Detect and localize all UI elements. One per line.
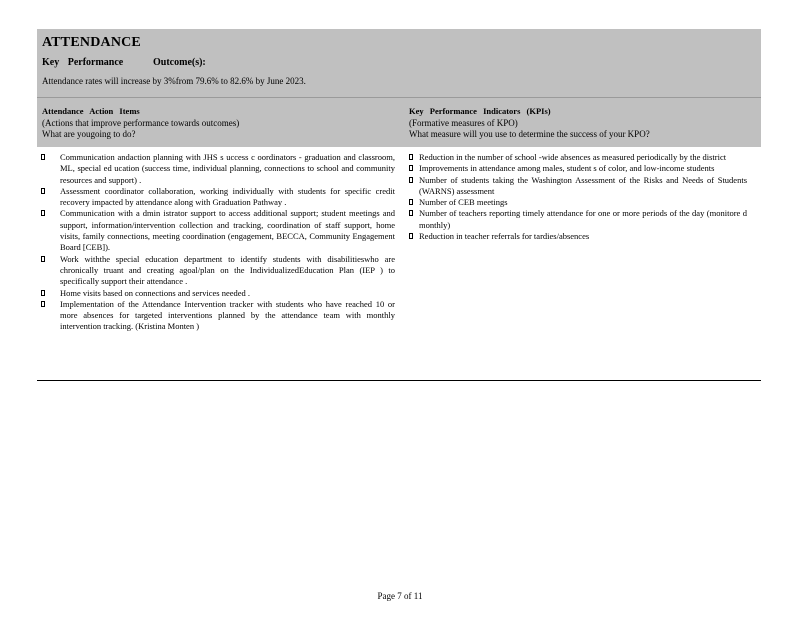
list-item	[401, 231, 747, 242]
list-item-text: Number of teachers reporting timely attendance for one or more periods of the day (monitore d monthly)	[419, 208, 747, 230]
list-item	[401, 197, 747, 208]
action-items-subtitle: (Actions that improve performance towards outcomes)	[42, 118, 240, 128]
list-item	[401, 152, 747, 163]
kpi-subtitle: (Formative measures of KPO)	[409, 118, 518, 128]
action-items-question: What are yougoing to do?	[42, 129, 136, 139]
bullet-icon	[41, 256, 45, 262]
bullet-icon	[41, 290, 45, 296]
list-item-text: Communication andaction planning with JHS s uccess c oordinators - graduation and classroom, ML, special ed ucation (success time, individual planning, connections to school and community resources and support) .	[60, 152, 395, 185]
kpi-header	[401, 97, 761, 147]
bullet-icon	[41, 301, 45, 307]
action-items-header	[37, 97, 401, 147]
section-title: ATTENDANCE	[42, 35, 141, 50]
list-item	[401, 163, 747, 174]
page-number: Page 7 of 11	[377, 591, 423, 601]
list-item-text: Assessment coordinator collaboration, working individually with students for specific credit recovery impacted by attendance along with Graduation Pathway .	[60, 185, 395, 208]
list-item	[37, 299, 395, 333]
bullet-icon	[41, 154, 45, 160]
list-item	[401, 208, 747, 231]
action-items-title: Attendance Action Items	[42, 106, 140, 116]
bullet-icon	[41, 210, 45, 216]
bullet-icon	[41, 188, 45, 194]
list-item-text: Number of students taking the Washington Assessment of the Risks and Needs of Students (WARNS) assessment	[419, 174, 747, 196]
list-item	[37, 186, 395, 209]
list-item-text: Home visits based on connections and services needed .	[60, 287, 251, 298]
bullet-icon	[409, 199, 413, 205]
list-item-text: Improvements in attendance among males, student s of color, and low-income students	[419, 163, 715, 174]
list-item	[37, 254, 395, 288]
bullet-icon	[409, 210, 413, 216]
list-item-text: Reduction in teacher referrals for tardies/absences	[419, 231, 590, 242]
list-item-text: Work withthe special education department to identify students with disabilitieswho are chronically truant and creating agoal/plan on the IndividualizedEducation Plan (IEP ) to specifically support their attendance .	[60, 253, 395, 287]
action-items-list	[37, 152, 395, 333]
list-item	[401, 175, 747, 198]
bullet-icon	[409, 154, 413, 160]
list-item	[37, 152, 395, 186]
outcome-text: Attendance rates will increase by 3%from 79.6% to 82.6% by June 2023.	[42, 76, 306, 86]
bullet-icon	[409, 165, 413, 171]
attendance-header-box	[37, 29, 761, 97]
table-bottom-rule	[37, 380, 761, 381]
kpi-question: What measure will you use to determine the success of your KPO?	[409, 129, 650, 139]
kpi-title: Key Performance Indicators (KPIs)	[409, 106, 551, 116]
kpo-label: Key Performance	[42, 57, 124, 68]
list-item-text: Implementation of the Attendance Intervention tracker with students who have reached 10 or more absences for targeted interventions planned by the attendance team with monthly intervention tracking. (Kristina Monten )	[60, 298, 395, 332]
list-item	[37, 288, 395, 299]
bullet-icon	[409, 233, 413, 239]
list-item	[37, 208, 395, 253]
kpi-list	[401, 152, 747, 242]
outcome-label: Outcome(s):	[153, 57, 206, 68]
list-item-text: Communication with a dmin istrator support to access additional support; student meetings and support, information/intervention collection and tracking, coordination of staff support, home visits, family connections, meeting coordination (engagement, BECCA, Community Engagement Board [CEB]).	[60, 208, 395, 253]
bullet-icon	[409, 177, 413, 183]
list-item-text: Number of CEB meetings	[419, 197, 508, 208]
list-item-text: Reduction in the number of school -wide absences as measured periodically by the district	[419, 152, 727, 162]
